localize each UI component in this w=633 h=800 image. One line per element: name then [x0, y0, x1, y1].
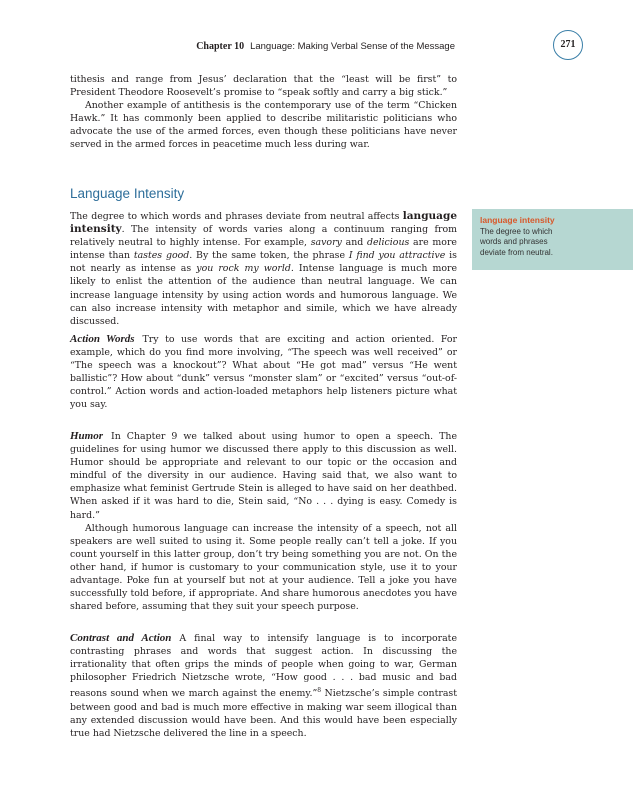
example-word: delicious — [367, 237, 410, 249]
text-run: and — [341, 237, 367, 249]
section-heading: Language Intensity — [70, 186, 185, 201]
intro-paragraph-1: tithesis and range from Jesus’ declaration that the “least will be first” to President Theodore Roosevelt’s promise to “speak softly and carry a big stick.” — [70, 74, 457, 99]
chapter-heading — [196, 41, 455, 52]
contrast-heading: Contrast and Action — [70, 632, 172, 644]
definition-term: language intensity — [480, 215, 555, 225]
humor-paragraph-1 — [70, 430, 457, 522]
language-intensity-text — [70, 210, 457, 328]
running-header — [0, 38, 633, 58]
text-run: In Chapter 9 we talked about using humor to open a speech. The guidelines for using humor we discussed there apply to this discussion as well. Humor should be appropriate and relevant to our topic or the occasion and mindful of the diversity in our audience. Having said that, we also want to emphasize what feminist Gertrude Stein is alleged to have said on her deathbed. When asked if it was hard to die, Stein said, “No . . . dying is easy. Comedy is hard.” — [70, 431, 457, 521]
example-phrase: I find you attractive — [348, 250, 446, 262]
humor-paragraph-2: Although humorous language can increase the intensity of a speech, not all speakers are well suited to using it. Some people really can’t tell a joke. If you count yourself in this latter group, don’t try being something you are not. On the other hand, if humor is customary to your communication style, use it to your advantage. Poke fun at yourself but not at your audience. Tell a joke you have successfully told before, if appropriate. And share humorous anecdotes you have shared before, assuming that they suit your speech purpose. — [70, 522, 457, 613]
text-run: are more intense than — [70, 237, 457, 262]
action-words-text — [70, 333, 457, 412]
key-term: language intensity — [70, 210, 457, 236]
example-word: savory — [310, 237, 342, 249]
text-run: The degree to which words and phrases deviate from neutral affects — [70, 211, 403, 222]
action-words-heading: Action Words — [70, 333, 135, 345]
chapter-title: Language: Making Verbal Sense of the Message — [250, 41, 455, 52]
chapter-label: Chapter 10 — [196, 41, 245, 52]
text-run: . The intensity of words varies along a continuum ranging from relatively neutral to highly intense. For example, — [70, 224, 457, 249]
text-run: Nietzsche’s simple contrast between good and bad is much more effective in making war seem illogical than any extended discussion would have been. And this would have been especially true had Nietzsche delivered the line in a speech. — [70, 688, 457, 739]
margin-definition — [472, 209, 633, 270]
action-words-paragraph — [70, 333, 457, 412]
humor-text — [70, 430, 457, 613]
contrast-paragraph — [70, 632, 457, 740]
footnote-marker: 8 — [317, 687, 322, 695]
text-run: is not nearly as intense as — [70, 250, 457, 275]
intro-paragraph-2: Another example of antithesis is the contemporary use of the term “Chicken Hawk.” It has commonly been applied to describe militaristic politicians who advocate the use of the armed forces, even though these politicians have never served in the armed forces in peacetime much less during war. — [70, 100, 457, 151]
text-run: A final way to intensify language is to incorporate contrasting phrases and words that suggest action. In discussing the irrationality that often grips the minds of people when going to war, German philosopher Friedrich Nietzsche wrote, “How good . . . bad music and bad reasons sound when we march against the enemy.” — [70, 633, 457, 700]
intro-text — [70, 73, 457, 152]
contrast-text — [70, 632, 457, 740]
definition-text: The degree to which words and phrases deviate from neutral. — [480, 226, 553, 257]
example-word: tastes good — [133, 250, 190, 262]
text-run: . By the same token, the phrase — [189, 250, 349, 262]
text-run: Try to use words that are exciting and action oriented. For example, which do you find more involving, “The speech was well received” or “The speech was a knockout”? What about “He got mad” versus “He went ballistic”? How about “dunk” versus “monster slam” or “excited” versus “out-of-control.” Action words and action-loaded metaphors help listeners picture what you say. — [70, 334, 457, 411]
page-number: 271 — [553, 30, 583, 60]
humor-heading: Humor — [70, 430, 104, 442]
language-intensity-paragraph — [70, 210, 457, 328]
example-phrase: you rock my world — [196, 263, 291, 275]
text-run: . Intense language is much more likely to enlist the attention of the audience than neutral language. We can increase language intensity by using action words and humorous language. We can also increase intensity with metaphor and simile, which we have already discussed. — [70, 263, 458, 327]
